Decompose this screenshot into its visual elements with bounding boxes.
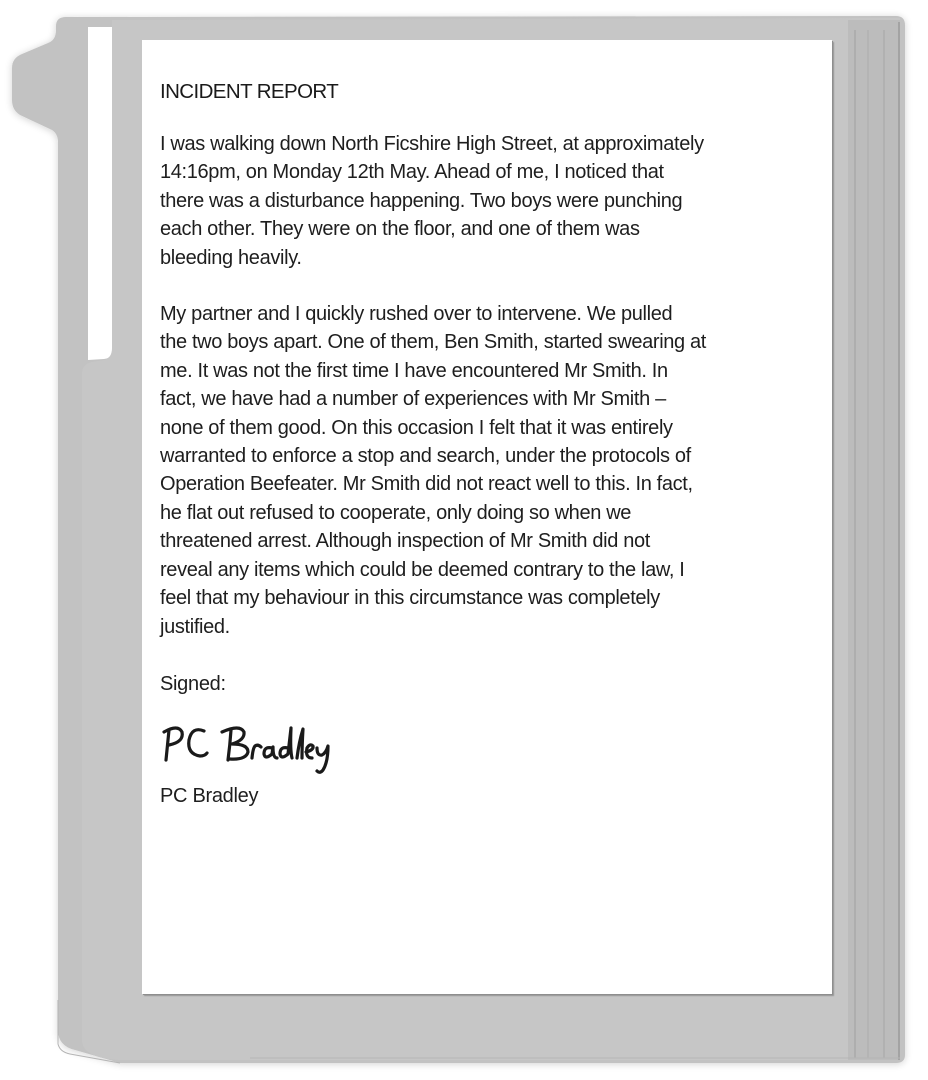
text-line: Operation Beefeater. Mr Smith did not react well to this. In fact, [160, 473, 693, 496]
folder-tab-gap [88, 27, 112, 360]
incident-report-page [142, 40, 832, 994]
text-line: the two boys apart. One of them, Ben Smith, started swearing at [160, 331, 707, 354]
text-line: 14:16pm, on Monday 12th May. Ahead of me, I noticed that [160, 161, 664, 184]
text-line: feel that my behaviour in this circumstance was completely [160, 587, 660, 610]
text-line: none of them good. On this occasion I felt that it was entirely [160, 416, 673, 439]
report-paragraph-1 [160, 130, 814, 272]
report-title: INCIDENT REPORT [160, 80, 339, 103]
text-line: he flat out refused to cooperate, only doing so when we [160, 501, 632, 524]
text-line: I was walking down North Ficshire High Street, at approximately [160, 133, 704, 155]
text-line: each other. They were on the floor, and one of them was [160, 218, 640, 241]
text-line: there was a disturbance happening. Two boys were punching [160, 189, 683, 212]
signed-label: Signed: [160, 672, 226, 695]
text-line: My partner and I quickly rushed over to intervene. We pulled [160, 303, 673, 326]
signatory-name: PC Bradley [160, 784, 259, 807]
text-line: me. It was not the first time I have encountered Mr Smith. In [160, 359, 668, 382]
text-line: fact, we have had a number of experiences with Mr Smith – [160, 388, 666, 411]
text-line: justified. [160, 615, 230, 638]
report-paragraph-2 [160, 300, 814, 641]
text-line: threatened arrest. Although inspection of Mr Smith did not [160, 530, 650, 553]
handwritten-signature [160, 720, 350, 776]
text-line: reveal any items which could be deemed contrary to the law, I [160, 558, 685, 581]
folder-edge-strip [848, 20, 900, 1060]
text-line: bleeding heavily. [160, 246, 302, 269]
text-line: warranted to enforce a stop and search, under the protocols of [160, 445, 691, 468]
